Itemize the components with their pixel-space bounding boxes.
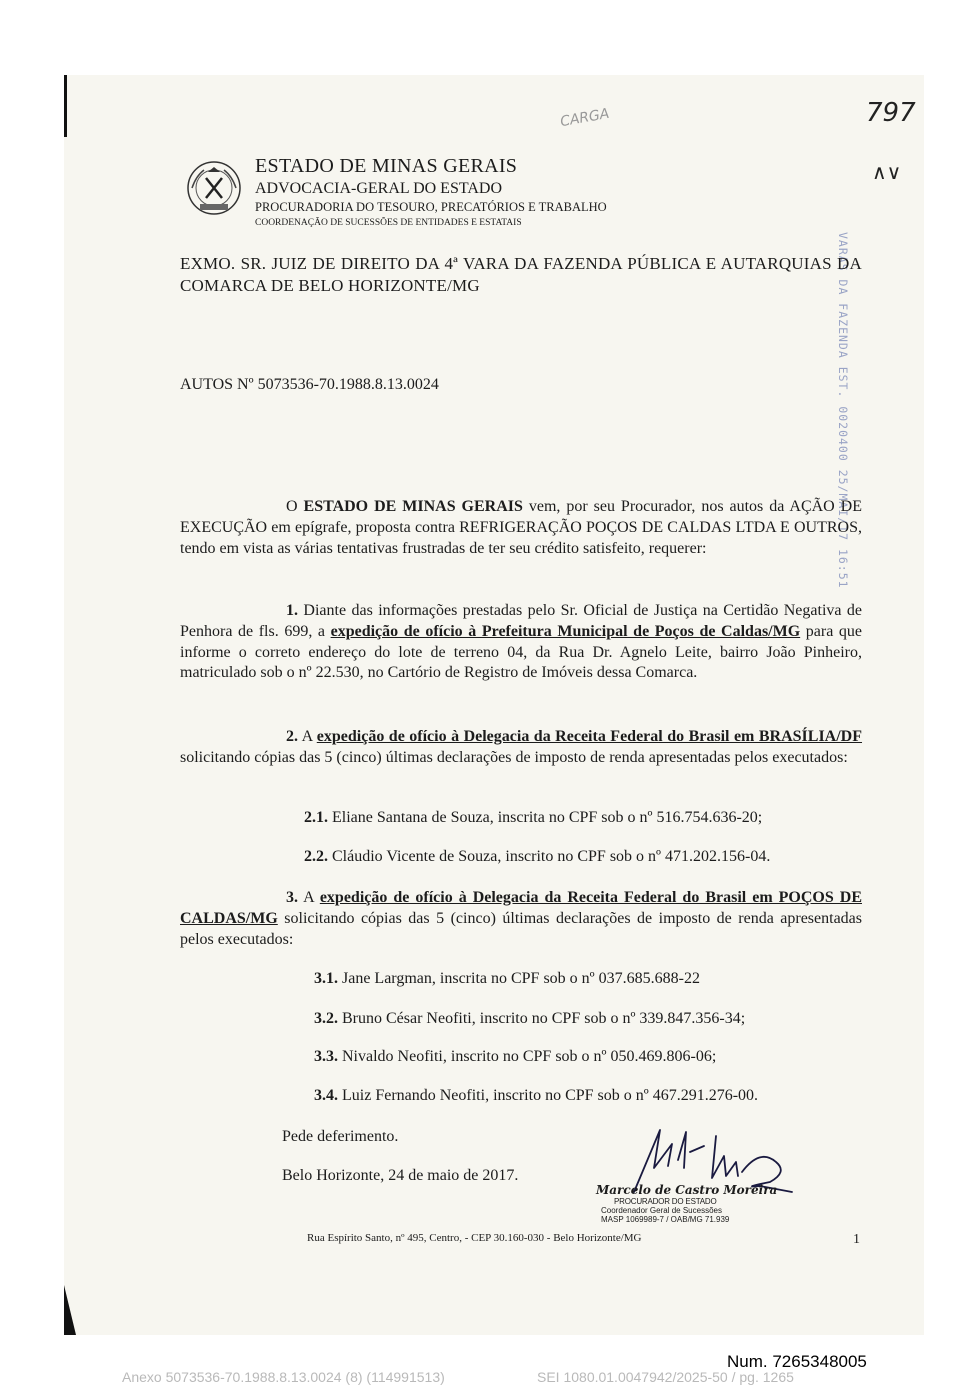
intro-text: vem, por seu Procurador, nos autos da AÇÃO DE EXECUÇÃO em epígrafe, proposta contra REFRIGERAÇÃO POÇOS DE CALDAS LTDA E OUTROS, tendo em vista as várias tentativas frustradas de ter seu crédito satisfeito, requerer:	[180, 498, 863, 557]
sub-item-text: Bruno César Neofiti, inscrito no CPF sob o nº 339.847.356-34;	[342, 1010, 746, 1027]
item-3-request: expedição de ofício à Delegacia da Receita Federal do Brasil em POÇOS DE CALDAS/MG	[180, 889, 862, 927]
sub-item-3-1	[314, 970, 700, 988]
sub-item-number: 2.1.	[304, 809, 328, 826]
addressee: EXMO. SR. JUIZ DE DIREITO DA 4ª VARA DA FAZENDA PÚBLICA E AUTARQUIAS DA COMARCA DE BELO HORIZONTE/MG	[180, 254, 862, 295]
handwritten-note: CARGA	[558, 105, 611, 131]
item-3-number: 3.	[286, 889, 298, 906]
item-2	[180, 727, 862, 769]
item-2-request: expedição de ofício à Delegacia da Receita Federal do Brasil em BRASÍLIA/DF	[316, 728, 863, 745]
item-1-post: para que informe o correto endereço do lote de terreno 04, da Rua Dr. Agnelo Leite, bairro João Pinheiro, matriculado sob o nº 22.530, no Cartório de Registro de Imóveis dessa Comarca.	[180, 622, 862, 682]
signer-name: Marcelo de Castro Moreira	[596, 1183, 778, 1197]
header-procuradoria: PROCURADORIA DO TESOURO, PRECATÓRIOS E TRABALHO	[255, 200, 607, 214]
place-date: Belo Horizonte, 24 de maio de 2017.	[282, 1167, 519, 1184]
page-number: 1	[853, 1232, 860, 1247]
footer-address: Rua Espírito Santo, nº 495, Centro, - CEP 30.160-030 - Belo Horizonte/MG	[307, 1232, 642, 1244]
item-1-number: 1.	[286, 602, 298, 619]
item-3-pre: A	[303, 889, 314, 906]
signer-title: PROCURADOR DO ESTADO	[614, 1197, 717, 1206]
signer-role: Coordenador Geral de Sucessões	[601, 1206, 722, 1215]
document-number: Num. 7265348005	[727, 1352, 867, 1371]
sub-item-2-1	[304, 809, 762, 827]
header-coordenacao: COORDENAÇÃO DE SUCESSÕES DE ENTIDADES E ESTATAIS	[255, 218, 522, 228]
sub-item-text: Nivaldo Neofiti, inscrito no CPF sob o nº 050.469.806-06;	[342, 1048, 717, 1065]
case-number: AUTOS Nº 5073536-70.1988.8.13.0024	[180, 376, 439, 393]
sub-item-number: 2.2.	[304, 848, 328, 865]
item-1	[180, 601, 862, 684]
intro-prefix: O	[286, 498, 298, 515]
item-2-number: 2.	[286, 728, 298, 745]
signer-ids: MASP 1069989-7 / OAB/MG 71.939	[601, 1215, 730, 1224]
sub-item-number: 3.1.	[314, 970, 338, 987]
sub-item-number: 3.4.	[314, 1087, 338, 1104]
sub-item-text: Cláudio Vicente de Souza, inscrito no CPF sob o nº 471.202.156-04.	[332, 848, 771, 865]
scan-edge-mark	[64, 75, 67, 137]
sub-item-number: 3.2.	[314, 1010, 338, 1027]
folio-mark: ∧∨	[872, 160, 902, 184]
sub-item-text: Luiz Fernando Neofiti, inscrito no CPF sob o nº 467.291.276-00.	[342, 1087, 759, 1104]
item-3-post: solicitando cópias das 5 (cinco) últimas declarações de imposto de renda apresentadas pelos executados:	[180, 909, 863, 948]
intro-paragraph	[180, 497, 862, 559]
intro-party: ESTADO DE MINAS GERAIS	[303, 498, 523, 515]
sub-item-3-3	[314, 1048, 716, 1066]
item-2-post: solicitando cópias das 5 (cinco) últimas declarações de imposto de renda apresentadas pelos executados:	[180, 748, 848, 766]
sub-item-3-4	[314, 1087, 758, 1105]
sei-reference: SEI 1080.01.0047942/2025-50 / pg. 1265	[537, 1369, 794, 1385]
item-3	[180, 888, 862, 950]
header-agency: ADVOCACIA-GERAL DO ESTADO	[255, 180, 502, 197]
coat-of-arms-icon	[186, 160, 242, 216]
scan-edge-mark	[64, 1285, 76, 1335]
sub-item-text: Jane Largman, inscrita no CPF sob o nº 037.685.688-22	[342, 970, 700, 987]
closing-request: Pede deferimento.	[282, 1128, 399, 1145]
item-1-pre: Diante das informações prestadas pelo Sr. Oficial de Justiça na Certidão Negativa de Penhora de fls. 699, a	[180, 602, 863, 640]
folio-number: 797	[866, 98, 916, 128]
header-state: ESTADO DE MINAS GERAIS	[255, 155, 518, 177]
sub-item-text: Eliane Santana de Souza, inscrita no CPF sob o nº 516.754.636-20;	[332, 809, 763, 826]
signature-block	[596, 1183, 778, 1224]
sub-item-3-2	[314, 1010, 745, 1028]
item-2-pre: A	[301, 728, 313, 745]
sub-item-2-2	[304, 848, 770, 866]
item-1-request: expedição de ofício à Prefeitura Municipal de Poços de Caldas/MG	[330, 622, 801, 640]
sub-item-number: 3.3.	[314, 1048, 338, 1065]
annex-reference: Anexo 5073536-70.1988.8.13.0024 (8) (114991513)	[122, 1369, 445, 1385]
protocol-stamp: VARAS DA FAZENDA EST. 0020400 25/MAI/17 16:51	[836, 232, 850, 589]
